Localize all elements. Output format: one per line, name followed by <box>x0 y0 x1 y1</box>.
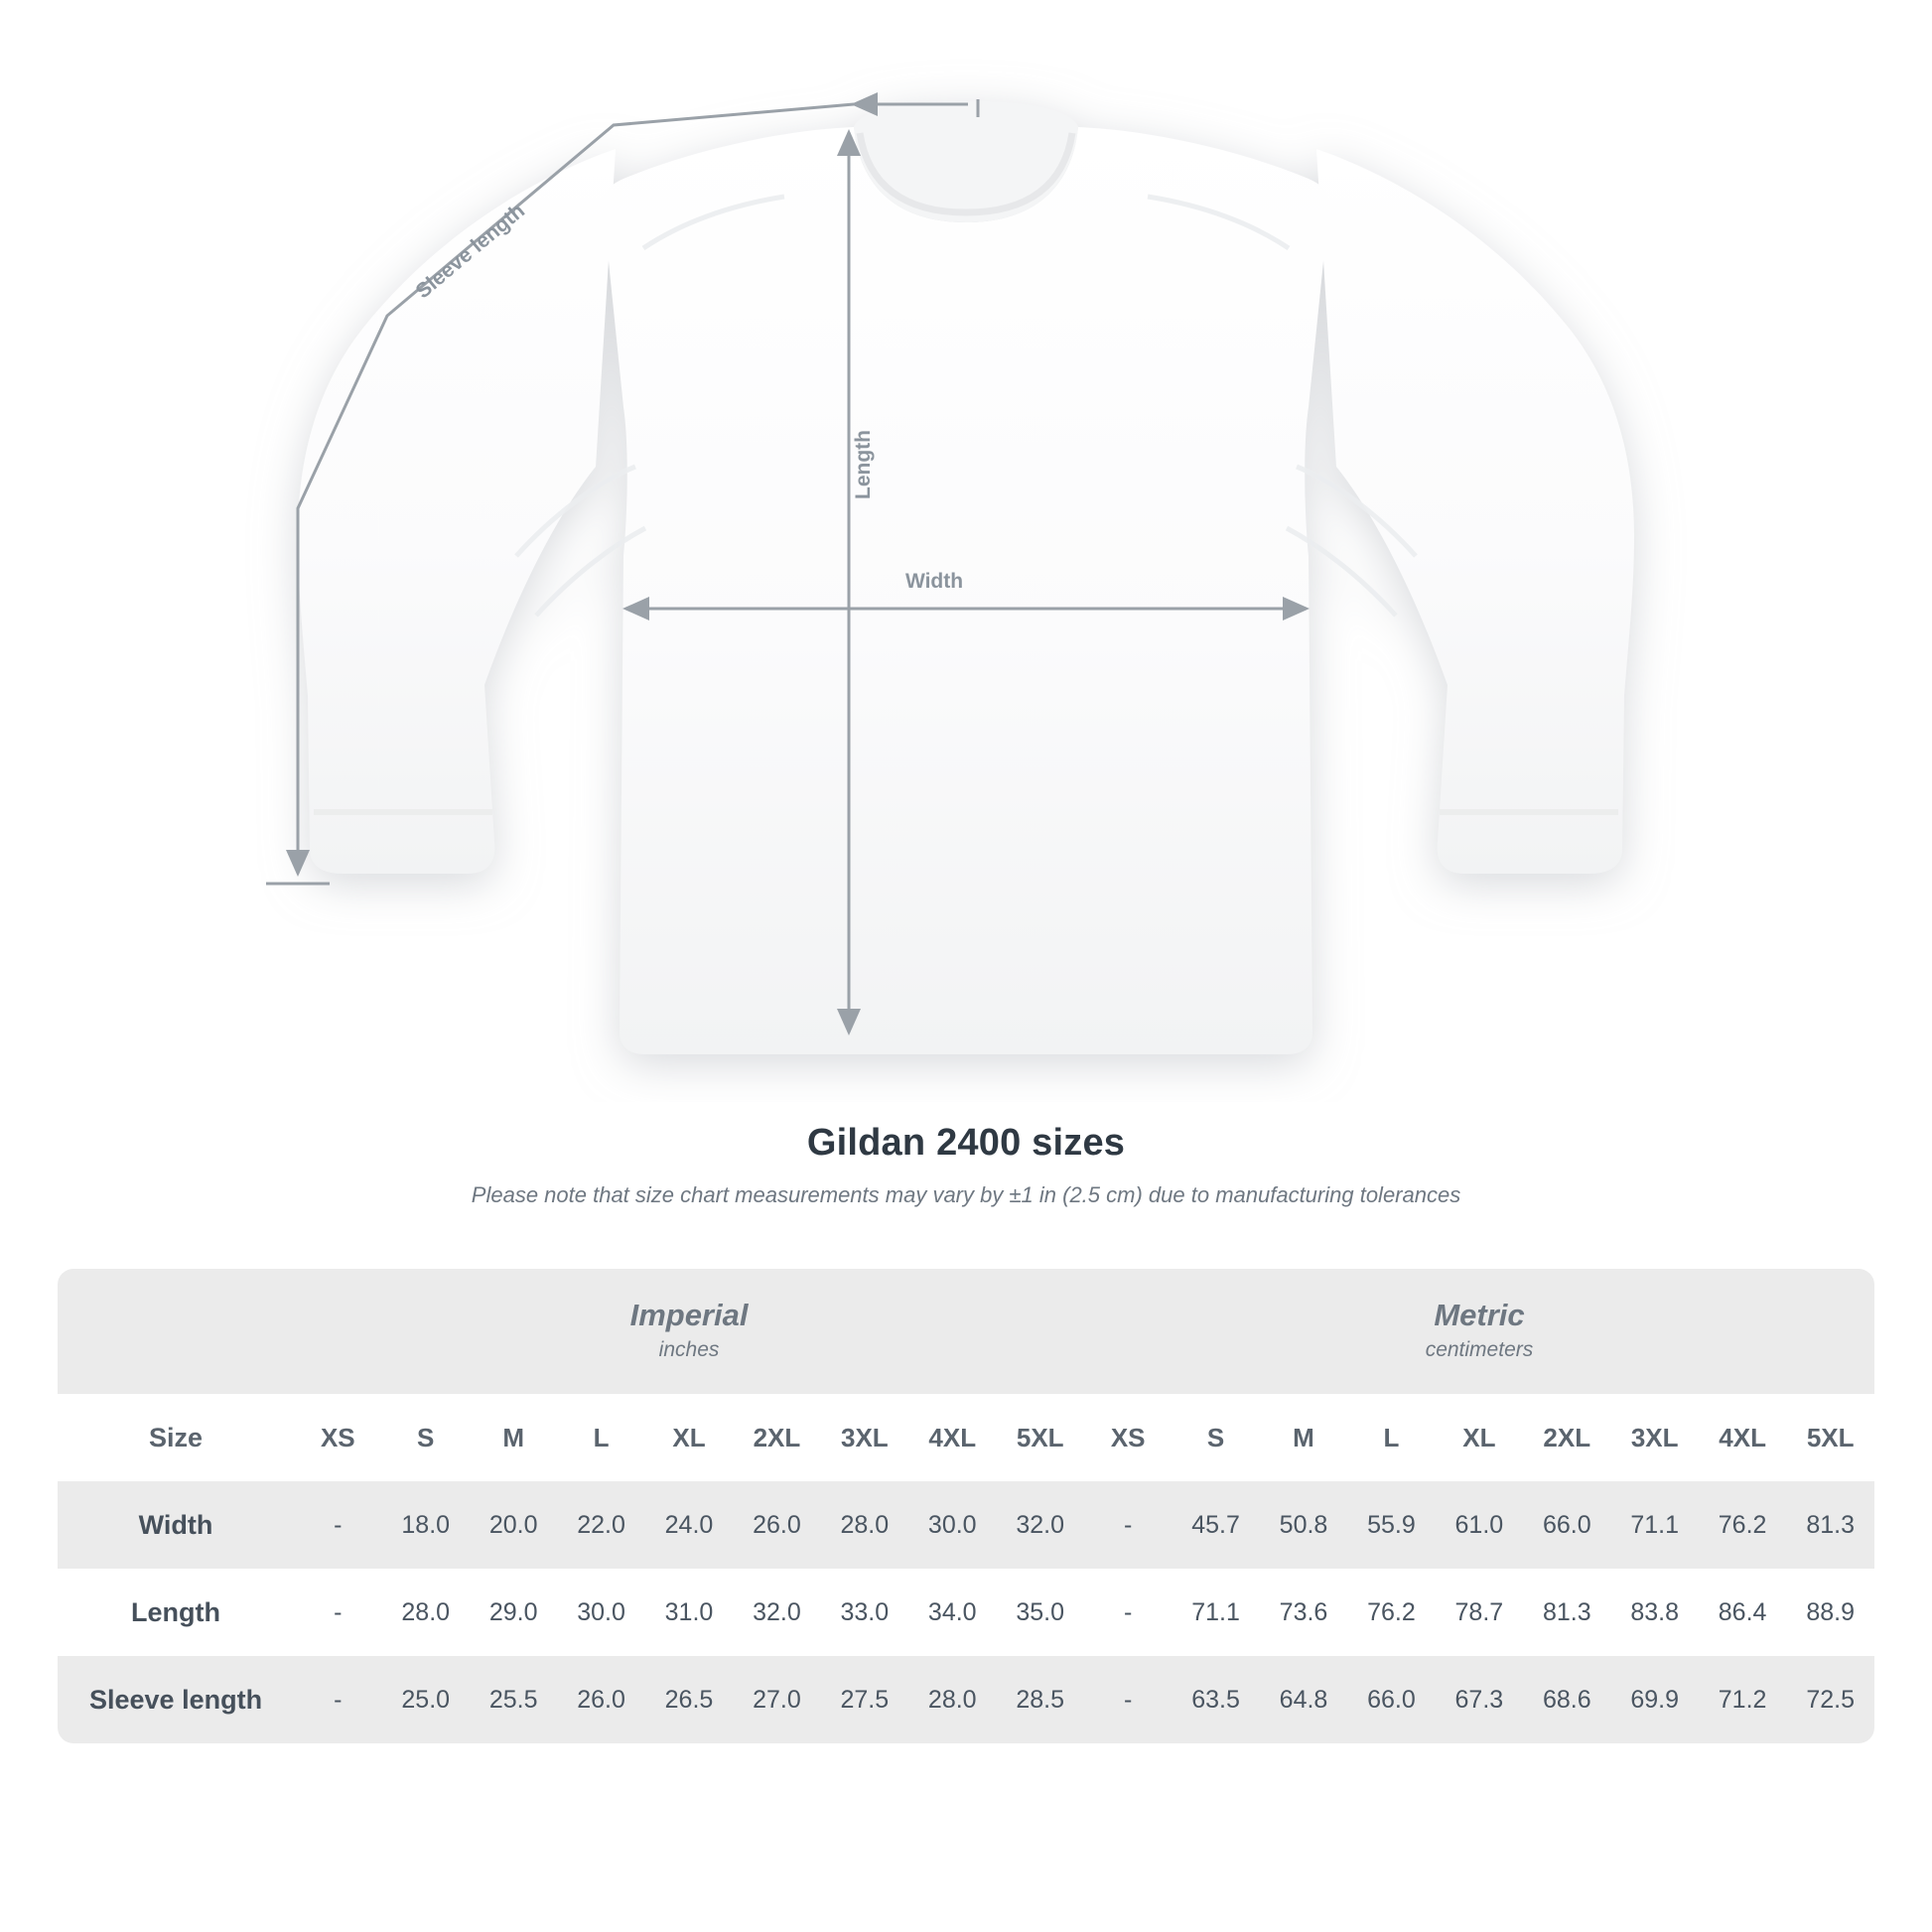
sleeve-imperial-l: 26.0 <box>557 1656 644 1743</box>
unit-imperial-name: Imperial <box>629 1298 749 1332</box>
sleeve-metric-4xl: 71.2 <box>1699 1656 1786 1743</box>
width-imperial-l: 22.0 <box>557 1481 644 1569</box>
size-imperial-m: M <box>470 1394 557 1481</box>
sleeve-metric-3xl: 69.9 <box>1610 1656 1698 1743</box>
table-row <box>58 1569 1874 1656</box>
unit-group-imperial <box>294 1269 1084 1394</box>
sleeve-metric-2xl: 68.6 <box>1523 1656 1610 1743</box>
size-imperial-xl: XL <box>645 1394 733 1481</box>
sleeve-metric-xs: - <box>1084 1656 1172 1743</box>
width-metric-3xl: 71.1 <box>1610 1481 1698 1569</box>
sleeve-imperial-3xl: 27.5 <box>821 1656 908 1743</box>
width-imperial-5xl: 32.0 <box>996 1481 1083 1569</box>
size-imperial-s: S <box>382 1394 470 1481</box>
sleeve-imperial-4xl: 28.0 <box>908 1656 996 1743</box>
length-metric-m: 73.6 <box>1260 1569 1347 1656</box>
width-imperial-xs: - <box>294 1481 381 1569</box>
shirt-garment <box>298 101 1634 1054</box>
length-metric-5xl: 88.9 <box>1786 1569 1874 1656</box>
size-metric-3xl: 3XL <box>1610 1394 1698 1481</box>
size-imperial-l: L <box>557 1394 644 1481</box>
unit-metric-name: Metric <box>1434 1298 1525 1332</box>
unit-spacer <box>58 1269 294 1394</box>
tolerance-note: Please note that size chart measurements may vary by ±1 in (2.5 cm) due to manufacturing tolerances <box>471 1182 1461 1207</box>
sleeve-metric-5xl: 72.5 <box>1786 1656 1874 1743</box>
length-metric-l: 76.2 <box>1347 1569 1435 1656</box>
width-imperial-s: 18.0 <box>382 1481 470 1569</box>
table-row <box>58 1656 1874 1743</box>
length-imperial-xl: 31.0 <box>645 1569 733 1656</box>
width-metric-m: 50.8 <box>1260 1481 1347 1569</box>
sleeve-metric-s: 63.5 <box>1172 1656 1259 1743</box>
size-imperial-3xl: 3XL <box>821 1394 908 1481</box>
size-imperial-2xl: 2XL <box>733 1394 820 1481</box>
length-imperial-xs: - <box>294 1569 381 1656</box>
width-metric-xl: 61.0 <box>1436 1481 1523 1569</box>
unit-metric-sub: centimeters <box>1425 1337 1534 1361</box>
width-metric-5xl: 81.3 <box>1786 1481 1874 1569</box>
sleeve-metric-l: 66.0 <box>1347 1656 1435 1743</box>
sleeve-imperial-2xl: 27.0 <box>733 1656 820 1743</box>
size-metric-xl: XL <box>1436 1394 1523 1481</box>
sleeve-imperial-xl: 26.5 <box>645 1656 733 1743</box>
length-metric-s: 71.1 <box>1172 1569 1259 1656</box>
width-label: Width <box>904 570 964 593</box>
size-metric-2xl: 2XL <box>1523 1394 1610 1481</box>
sleeve-imperial-m: 25.5 <box>470 1656 557 1743</box>
width-metric-s: 45.7 <box>1172 1481 1259 1569</box>
width-imperial-xl: 24.0 <box>645 1481 733 1569</box>
length-metric-2xl: 81.3 <box>1523 1569 1610 1656</box>
size-metric-4xl: 4XL <box>1699 1394 1786 1481</box>
row-label-length: Length <box>58 1569 294 1656</box>
unit-imperial-sub: inches <box>658 1337 720 1361</box>
length-imperial-2xl: 32.0 <box>733 1569 820 1656</box>
size-metric-xs: XS <box>1084 1394 1172 1481</box>
size-imperial-xs: XS <box>294 1394 381 1481</box>
length-imperial-m: 29.0 <box>470 1569 557 1656</box>
page-title: Gildan 2400 sizes <box>806 1122 1126 1164</box>
size-table-wrapper <box>58 1269 1874 1743</box>
width-imperial-4xl: 30.0 <box>908 1481 996 1569</box>
length-imperial-5xl: 35.0 <box>996 1569 1083 1656</box>
width-imperial-2xl: 26.0 <box>733 1481 820 1569</box>
length-metric-xl: 78.7 <box>1436 1569 1523 1656</box>
unit-group-metric <box>1084 1269 1874 1394</box>
length-label: Length <box>852 430 875 499</box>
size-metric-s: S <box>1172 1394 1259 1481</box>
sleeve-imperial-s: 25.0 <box>382 1656 470 1743</box>
length-imperial-3xl: 33.0 <box>821 1569 908 1656</box>
table-row <box>58 1481 1874 1569</box>
row-label-width: Width <box>58 1481 294 1569</box>
sleeve-metric-m: 64.8 <box>1260 1656 1347 1743</box>
size-header-row <box>58 1394 1874 1481</box>
width-imperial-m: 20.0 <box>470 1481 557 1569</box>
size-metric-5xl: 5XL <box>1786 1394 1874 1481</box>
size-imperial-5xl: 5XL <box>996 1394 1083 1481</box>
unit-header-row <box>58 1269 1874 1394</box>
length-imperial-s: 28.0 <box>382 1569 470 1656</box>
length-metric-xs: - <box>1084 1569 1172 1656</box>
size-header-label: Size <box>58 1394 294 1481</box>
length-imperial-4xl: 34.0 <box>908 1569 996 1656</box>
row-label-sleeve-length: Sleeve length <box>58 1656 294 1743</box>
length-metric-4xl: 86.4 <box>1699 1569 1786 1656</box>
size-imperial-4xl: 4XL <box>908 1394 996 1481</box>
size-metric-m: M <box>1260 1394 1347 1481</box>
width-metric-2xl: 66.0 <box>1523 1481 1610 1569</box>
sleeve-length-label: Sleeve length <box>411 199 530 304</box>
width-imperial-3xl: 28.0 <box>821 1481 908 1569</box>
length-metric-3xl: 83.8 <box>1610 1569 1698 1656</box>
size-chart-table <box>58 1269 1874 1743</box>
length-imperial-l: 30.0 <box>557 1569 644 1656</box>
width-metric-4xl: 76.2 <box>1699 1481 1786 1569</box>
sleeve-metric-xl: 67.3 <box>1436 1656 1523 1743</box>
sleeve-imperial-5xl: 28.5 <box>996 1656 1083 1743</box>
sleeve-imperial-xs: - <box>294 1656 381 1743</box>
width-metric-l: 55.9 <box>1347 1481 1435 1569</box>
title-block <box>0 1122 1932 1208</box>
size-metric-l: L <box>1347 1394 1435 1481</box>
width-metric-xs: - <box>1084 1481 1172 1569</box>
